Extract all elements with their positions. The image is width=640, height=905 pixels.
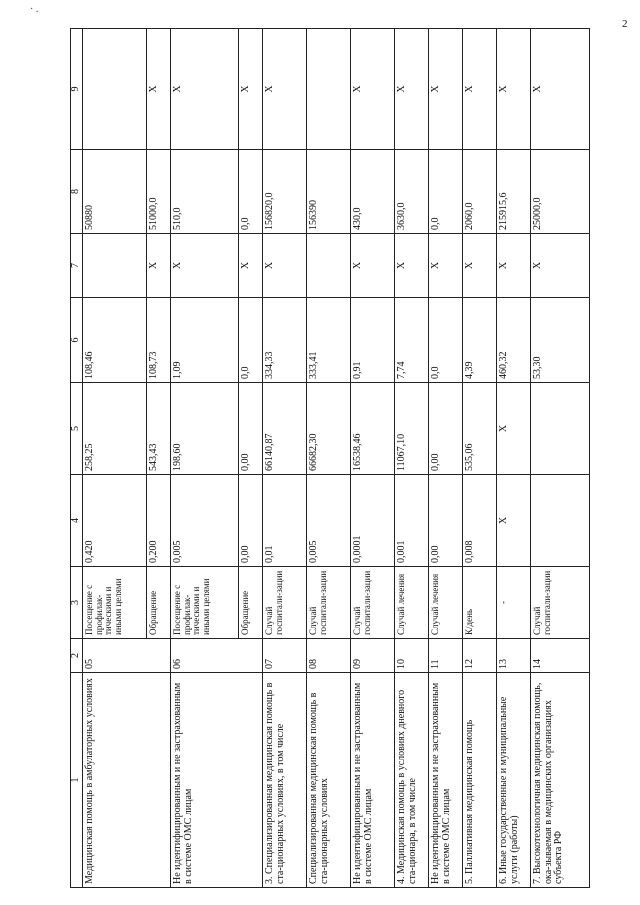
norm-cell: 0,005 (170, 475, 238, 567)
col7-cell: X (428, 234, 462, 298)
col7-cell: X (394, 234, 428, 298)
norm-cell: 0,420 (82, 475, 146, 567)
per-capita-cell: 4,39 (462, 298, 496, 383)
cost-cell: 11067,10 (394, 383, 428, 475)
col8-cell: 156390 (306, 150, 350, 234)
cost-cell: 0,00 (238, 383, 262, 475)
header-cell: 6 (71, 298, 83, 383)
col7-cell: X (238, 234, 262, 298)
col9-cell: X (238, 29, 262, 150)
col9-cell: X (350, 29, 394, 150)
col8-cell: 430,0 (350, 150, 394, 234)
unit-cell: Посещение с профилак-тическими и иными целями (170, 567, 238, 639)
unit-cell: Случай лечения (428, 567, 462, 639)
row-code: 07 (262, 639, 306, 673)
col9-cell (82, 29, 146, 150)
col7-cell: X (262, 234, 306, 298)
table-row (394, 29, 428, 888)
unit-cell: Обращение (146, 567, 170, 639)
col7-cell: X (350, 234, 394, 298)
col9-cell: X (146, 29, 170, 150)
row-code: 12 (462, 639, 496, 673)
col9-cell: X (462, 29, 496, 150)
header-cell: 2 (71, 639, 83, 673)
row-name: Специализированная медицинская помощь в ста-ционарных условиях (306, 673, 350, 888)
row-name: Не идентифицированным и не застрахованным в системе ОМС лицам (350, 673, 394, 888)
table-row (530, 29, 589, 888)
row-code: 14 (530, 639, 589, 673)
col8-cell: 0,0 (428, 150, 462, 234)
row-code: 10 (394, 639, 428, 673)
per-capita-cell: 0,0 (238, 298, 262, 383)
col7-cell (306, 234, 350, 298)
per-capita-cell: 53,30 (530, 298, 589, 383)
col9-cell: X (262, 29, 306, 150)
cost-cell: 16538,46 (350, 383, 394, 475)
col8-cell: 215915,6 (496, 150, 530, 234)
col8-cell: 0,0 (238, 150, 262, 234)
unit-cell: Случай госпитали-зации (530, 567, 589, 639)
cost-cell: 543,43 (146, 383, 170, 475)
norm-cell: 0,005 (306, 475, 350, 567)
row-name: Не идентифицированным и не застрахованным в системе ОМС лицам (428, 673, 462, 888)
col9-cell (306, 29, 350, 150)
col7-cell: X (462, 234, 496, 298)
col8-cell: 51000,0 (146, 150, 170, 234)
header-cell: 5 (71, 383, 83, 475)
cost-cell: 535,06 (462, 383, 496, 475)
table-row (462, 29, 496, 888)
norm-cell: 0,00 (428, 475, 462, 567)
table-row (82, 29, 146, 888)
col8-cell: 25000,0 (530, 150, 589, 234)
col9-cell: X (530, 29, 589, 150)
row-name: 5. Паллиативная медицинская помощь (462, 673, 496, 888)
unit-cell: Обращение (238, 567, 262, 639)
per-capita-cell: 333,41 (306, 298, 350, 383)
norm-cell: 0,00 (238, 475, 262, 567)
header-cell: 3 (71, 567, 83, 639)
norm-cell: 0,0001 (350, 475, 394, 567)
row-name: 7. Высокотехнологичная медицинская помощь, ока-зываемая в медицинских организациях субъекта РФ (530, 673, 589, 888)
cost-cell: X (496, 383, 530, 475)
unit-cell: Случай госпитали-зации (350, 567, 394, 639)
per-capita-cell: 7,74 (394, 298, 428, 383)
row-name: Не идентифицированным и не застрахованным в системе ОМС лицам (170, 673, 262, 888)
col8-cell: 3630,0 (394, 150, 428, 234)
row-name: 4. Медицинская помощь в условиях дневного ста-ционара, в том числе (394, 673, 428, 888)
cost-cell: 258,25 (82, 383, 146, 475)
row-code: 08 (306, 639, 350, 673)
col7-cell: X (530, 234, 589, 298)
row-code: 06 (170, 639, 262, 673)
unit-cell: К/день (462, 567, 496, 639)
header-cell: 4 (71, 475, 83, 567)
unit-cell: - (496, 567, 530, 639)
row-name: Медицинская помощь в амбулаторных условиях (82, 673, 170, 888)
norms-table (70, 28, 590, 888)
cost-cell: 0,00 (428, 383, 462, 475)
page-number: 2 (622, 18, 628, 30)
per-capita-cell: 0,0 (428, 298, 462, 383)
col7-cell (82, 234, 146, 298)
unit-cell: Случай госпитали-зации (306, 567, 350, 639)
cost-cell (530, 383, 589, 475)
row-code: 13 (496, 639, 530, 673)
per-capita-cell: 108,46 (82, 298, 146, 383)
row-name: 6. Иные государственные и муниципальные услуги (работы) (496, 673, 530, 888)
table-row (428, 29, 462, 888)
col9-cell: X (170, 29, 238, 150)
norm-cell: 0,200 (146, 475, 170, 567)
per-capita-cell: 334,33 (262, 298, 306, 383)
col9-cell: X (428, 29, 462, 150)
norm-cell: 0,01 (262, 475, 306, 567)
col7-cell: X (146, 234, 170, 298)
header-cell: 9 (71, 29, 83, 150)
table-row (306, 29, 350, 888)
col8-cell: 510,0 (170, 150, 238, 234)
row-name: 3. Специализированная медицинская помощь в ста-ционарных условиях, в том числе (262, 673, 306, 888)
header-row (71, 29, 83, 888)
cost-cell: 66682,30 (306, 383, 350, 475)
norm-cell (530, 475, 589, 567)
unit-cell: Посещение с профилак-тическими и иными целями (82, 567, 146, 639)
col8-cell: 2060,0 (462, 150, 496, 234)
col7-cell: X (170, 234, 238, 298)
col8-cell: 156820,0 (262, 150, 306, 234)
table-row (262, 29, 306, 888)
header-cell: 8 (71, 150, 83, 234)
per-capita-cell: 1,09 (170, 298, 238, 383)
unit-cell: Случай госпитали-зации (262, 567, 306, 639)
cost-cell: 198,60 (170, 383, 238, 475)
col8-cell: 50880 (82, 150, 146, 234)
table-row (170, 29, 238, 888)
rotated-table-container (70, 28, 590, 888)
row-code: 05 (82, 639, 170, 673)
per-capita-cell: 108,73 (146, 298, 170, 383)
norm-cell: 0,001 (394, 475, 428, 567)
scan-mark: · . (30, 4, 39, 15)
col9-cell: X (394, 29, 428, 150)
per-capita-cell: 0,91 (350, 298, 394, 383)
table-row (496, 29, 530, 888)
row-code: 09 (350, 639, 394, 673)
cost-cell: 66140,87 (262, 383, 306, 475)
norm-cell: X (496, 475, 530, 567)
col7-cell: X (496, 234, 530, 298)
table-row (350, 29, 394, 888)
norm-cell: 0,008 (462, 475, 496, 567)
per-capita-cell: 460,32 (496, 298, 530, 383)
col9-cell: X (496, 29, 530, 150)
row-code: 11 (428, 639, 462, 673)
header-cell: 7 (71, 234, 83, 298)
unit-cell: Случай лечения (394, 567, 428, 639)
header-cell: 1 (71, 673, 83, 888)
